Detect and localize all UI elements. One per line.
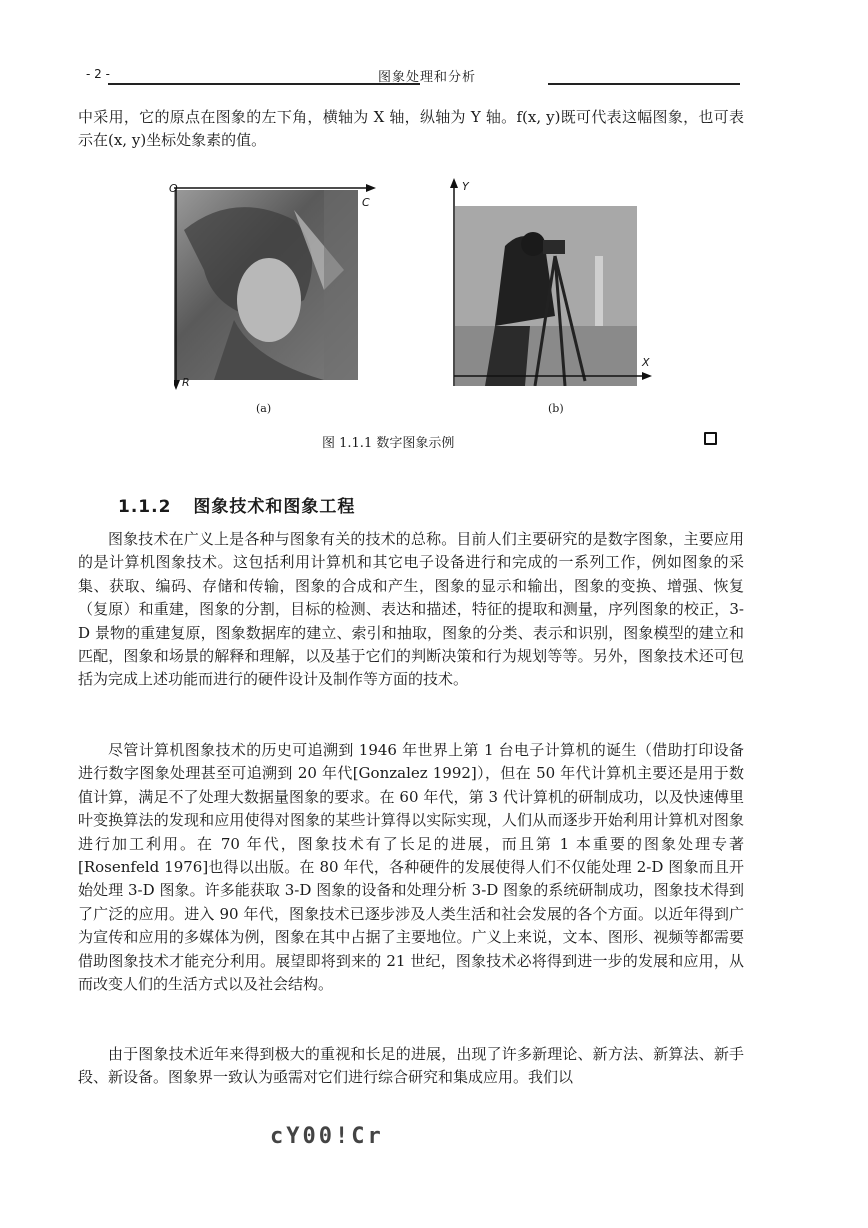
- figure-b-axes: [446, 176, 656, 396]
- section-number: 1.1.2: [118, 497, 172, 517]
- figure-caption: 图 1.1.1 数字图象示例: [322, 436, 455, 451]
- running-title: 图象处理和分析: [378, 70, 477, 85]
- figure-a-caption: (a): [256, 402, 272, 415]
- end-square-icon: [704, 432, 717, 445]
- row-axis-label: R: [182, 376, 190, 389]
- section-title: 图象技术和图象工程: [193, 497, 356, 517]
- y-axis-label: Y: [462, 180, 469, 193]
- section-heading: [118, 492, 355, 517]
- x-axis-label: X: [642, 356, 650, 369]
- footer-mark: cY00!Cr: [270, 1124, 384, 1149]
- origin-label: O: [169, 182, 178, 195]
- body-paragraph-2: 尽管计算机图象技术的历史可追溯到 1946 年世界上第 1 台电子计算机的诞生（借助打印设备进行数字图象处理甚至可追溯到 20 年代[Gonzalez 1992]），但在 50 年代计算机主要还是用于数值计算，满足不了处理大数据量图象的要求。在 60 年代，第 3 代计算机的研制成功，以及快速傅里叶变换算法的发现和应用使得对图象的某些计算得以实际实现，人们从而逐步开始利用计算机对图象进行加工利用。在 70 年代，图象技术有了长足的进展，而且第 1 本重要的图象处理专著[Rosenfeld 1976]也得以出版。在 80 年代，各种硬件的发展使得人们不仅能处理 2-D 图象而且开始处理 3-D 图象。许多能获取 3-D 图象的设备和处理分析 3-D 图象的系统研制成功，图象技术得到了广泛的应用。进入 90 年代，图象技术已逐步涉及人类生活和社会发展的各个方面。以近年得到广为宣传和应用的多媒体为例，图象在其中占据了主要地位。广义上来说，文本、图形、视频等都需要借助图象技术才能充分利用。展望即将到来的 21 世纪，图象技术必将得到进一步的发展和应用，从而改变人们的生活方式以及社会结构。: [78, 741, 744, 994]
- body-paragraph-1: 图象技术在广义上是各种与图象有关的技术的总称。目前人们主要研究的是数字图象，主要应用的是计算机图象技术。这包括利用计算机和其它电子设备进行和完成的一系列工作，例如图象的采集、获取、编码、存储和传输，图象的合成和产生，图象的显示和输出，图象的变换、增强、恢复（复原）和重建，图象的分割，目标的检测、表达和描述，特征的提取和测量，序列图象的校正，3-D 景物的重建复原，图象数据库的建立、索引和抽取，图象的分类、表示和识别，图象模型的建立和匹配，图象和场景的解释和理解，以及基于它们的判断决策和行为规划等等。另外，图象技术还可包括为完成上述功能而进行的硬件设计及制作等方面的技术。: [78, 530, 744, 689]
- header-rule-left: [108, 83, 420, 85]
- body-paragraph-3: 由于图象技术近年来得到极大的重视和长足的进展，出现了许多新理论、新方法、新算法、新手段、新设备。图象界一致认为亟需对它们进行综合研究和集成应用。我们以: [78, 1045, 744, 1087]
- col-axis-label: C: [362, 196, 370, 209]
- running-header: [78, 62, 740, 90]
- intro-paragraph: 中采用，它的原点在图象的左下角，横轴为 X 轴，纵轴为 Y 轴。f(x, y)既可代表这幅图象，也可表示在(x, y)坐标处象素的值。: [78, 108, 744, 150]
- page-number: - 2 -: [86, 67, 110, 81]
- header-rule-right: [548, 83, 740, 85]
- figure-b-caption: (b): [548, 402, 564, 415]
- figure-a-axes: [174, 184, 384, 394]
